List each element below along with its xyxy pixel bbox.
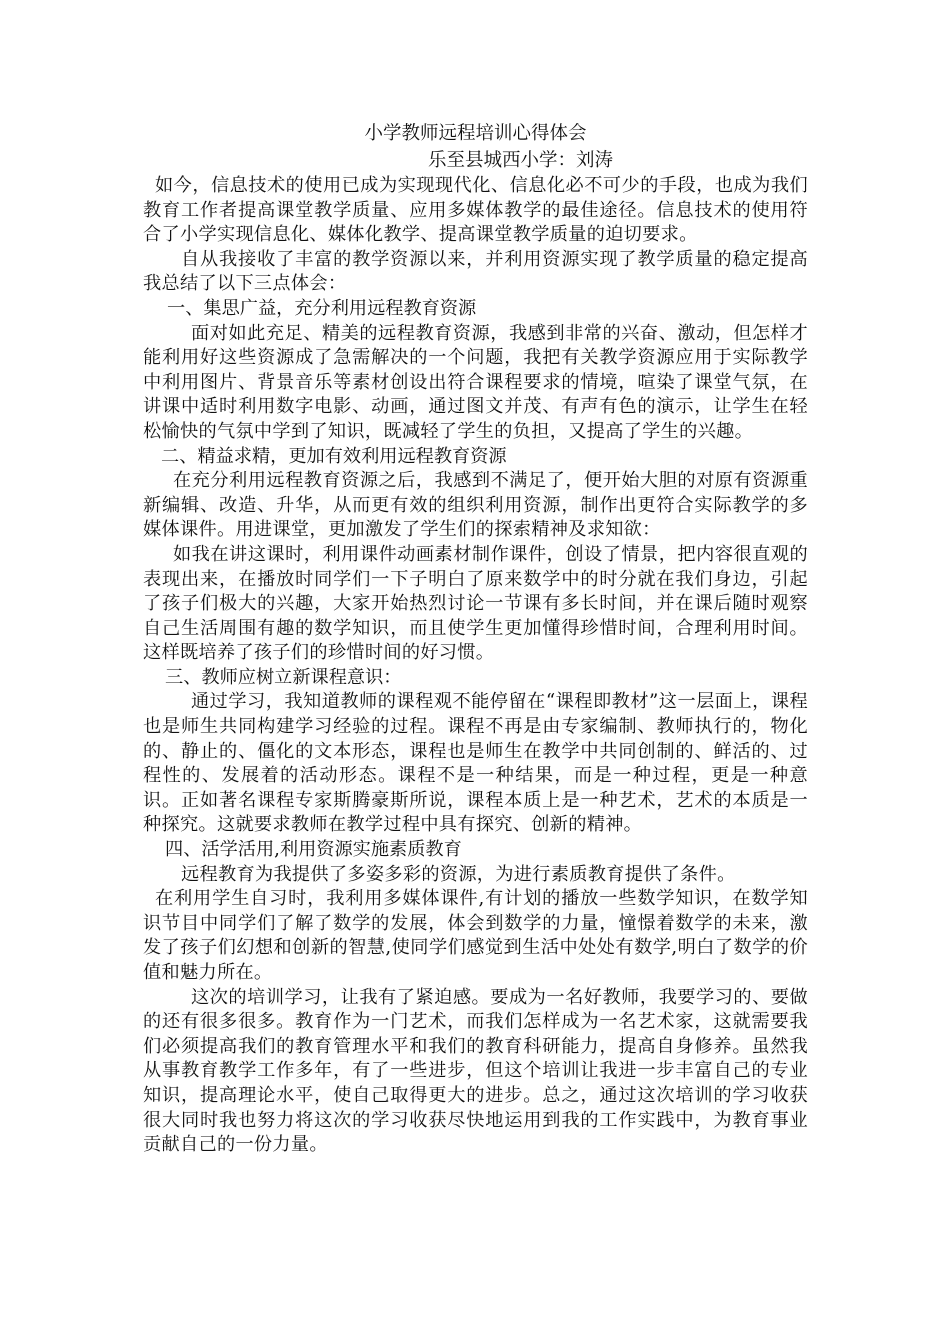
section-heading: 四、活学活用,利用资源实施素质教育 xyxy=(165,839,462,861)
document-title: 小学教师远程培训心得体会 xyxy=(364,123,587,144)
section-heading: 一、集思广益，充分利用远程教育资源 xyxy=(167,297,477,319)
conclusion-paragraph: 这次的培训学习，让我有了紧迫感。要成为一名好教师，我要学习的、要做的还有很多很多。教育作为一门艺术，而我们怎样成为一名艺术家，这就需要我们必须提高我们的教育管理水平和我们的教育科研能力，提高自身修养。虽然我从事教育教学工作多年，有了一些进步，但这个培训让我进一步丰富自己的专业知识，提高理论水平，使自己取得更大的进步。总之，通过这次培训的学习收获很大同时我也努力将这次的学习收获尽快地运用到我的工作实践中，为教育事业贡献自己的一份力量。 xyxy=(143,986,808,1156)
body-paragraph: 在充分利用远程教育资源之后，我感到不满足了，便开始大胆的对原有资源重新编辑、改造、升华，从而更有效的组织利用资源，制作出更符合实际教学的多媒体课件。用进课堂，更加激发了学生们的探索精神及求知欲： xyxy=(143,470,808,541)
document-body xyxy=(143,120,808,1158)
section-heading: 二、精益求精，更加有效利用远程教育资源 xyxy=(161,445,507,467)
document-author: 乐至县城西小学：刘涛 xyxy=(428,150,614,171)
intro-paragraph: 自从我接收了丰富的教学资源以来，并利用资源实现了教学质量的稳定提高我总结了以下三点体会： xyxy=(143,248,808,295)
body-paragraph: 在利用学生自习时，我利用多媒体课件,有计划的播放一些数学知识，在数学知识节目中同学们了解了数学的发展，体会到数学的力量，憧憬着数学的未来，激发了孩子们幻想和创新的智慧,使同学们感觉到生活中处处有数学,明白了数学的价值和魅力所在。 xyxy=(143,888,808,983)
body-paragraph: 远程教育为我提供了多姿多彩的资源，为进行素质教育提供了条件。 xyxy=(181,863,736,885)
section-heading: 三、教师应树立新课程意识： xyxy=(165,666,402,688)
body-paragraph: 如我在讲这课时，利用课件动画素材制作课件，创设了情景，把内容很直观的表现出来，在播放时同学们一下子明白了原来数学中的时分就在我们身边，引起了孩子们极大的兴趣，大家开始热烈讨论一节课有多长时间，并在课后随时观察自己生活周围有趣的数学知识，而且使学生更加懂得珍惜时间，合理利用时间。这样既培养了孩子们的珍惜时间的好习惯。 xyxy=(143,543,808,664)
intro-paragraph: 如今，信息技术的使用已成为实现现代化、信息化必不可少的手段，也成为我们教育工作者提高课堂教学质量、应用多媒体教学的最佳途径。信息技术的使用符合了小学实现信息化、媒体化教学、提高课堂教学质量的迫切要求。 xyxy=(143,175,808,246)
body-paragraph: 通过学习，我知道教师的课程观不能停留在“课程即教材”这一层面上，课程也是师生共同构建学习经验的过程。课程不再是由专家编制、教师执行的，物化的、静止的、僵化的文本形态，课程也是师生在教学中共同创制的、鲜活的、过程性的、发展着的活动形态。课程不是一种结果，而是一种过程，更是一种意识。正如著名课程专家斯腾豪斯所说，课程本质上是一种艺术，艺术的本质是一种探究。这就要求教师在教学过程中具有探究、创新的精神。 xyxy=(143,691,808,836)
body-paragraph: 面对如此充足、精美的远程教育资源，我感到非常的兴奋、激动，但怎样才能利用好这些资源成了急需解决的一个问题，我把有关教学资源应用于实际教学中利用图片、背景音乐等素材创设出符合课程要求的情境，喧染了课堂气氛，在讲课中适时利用数字电影、动画，通过图文并茂、有声有色的演示，让学生在轻松愉快的气氛中学到了知识，既减轻了学生的负担，又提高了学生的兴趣。 xyxy=(143,322,808,442)
